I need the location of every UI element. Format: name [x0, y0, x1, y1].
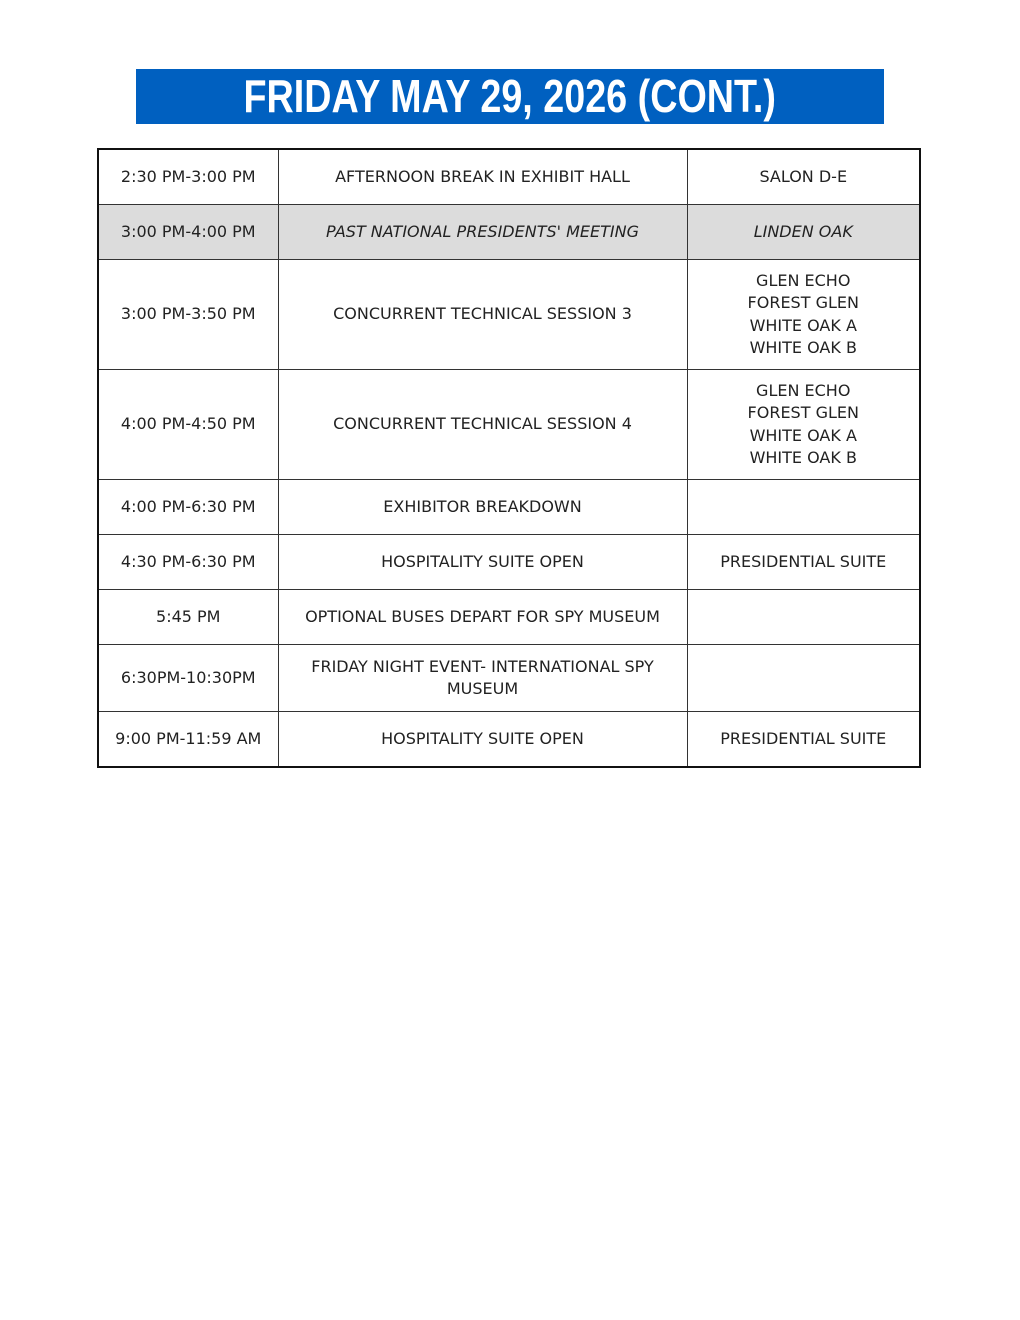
- event-cell: CONCURRENT TECHNICAL SESSION 4: [278, 370, 687, 480]
- event-cell: HOSPITALITY SUITE OPEN: [278, 535, 687, 590]
- location-cell: [687, 535, 920, 590]
- time-cell: 3:00 PM-3:50 PM: [98, 260, 278, 370]
- location-cell: [687, 149, 920, 205]
- location-cell: [687, 480, 920, 535]
- time-cell: 2:30 PM-3:00 PM: [98, 149, 278, 205]
- table-row: [98, 590, 920, 645]
- location-cell: [687, 260, 920, 370]
- location-cell: [687, 205, 920, 260]
- location-line: GLEN ECHO: [756, 380, 851, 400]
- location-line: FOREST GLEN: [747, 293, 859, 312]
- time-cell: 4:00 PM-4:50 PM: [98, 370, 278, 480]
- table-row: [98, 370, 920, 480]
- location-line: FOREST GLEN: [747, 403, 859, 422]
- location-cell: [687, 590, 920, 645]
- location-line: PRESIDENTIAL SUITE: [720, 728, 887, 748]
- location-cell: [687, 712, 920, 768]
- table-row: [98, 260, 920, 370]
- time-cell: 4:30 PM-6:30 PM: [98, 535, 278, 590]
- page-title: FRIDAY MAY 29, 2026 (CONT.): [243, 70, 777, 122]
- schedule-table: [97, 148, 921, 768]
- table-row: [98, 149, 920, 205]
- location-line: SALON D-E: [759, 166, 848, 186]
- event-cell: HOSPITALITY SUITE OPEN: [278, 712, 687, 768]
- table-row: [98, 712, 920, 768]
- event-cell: PAST NATIONAL PRESIDENTS' MEETING: [278, 205, 687, 260]
- time-cell: 5:45 PM: [98, 590, 278, 645]
- location-line: WHITE OAK A: [749, 315, 857, 335]
- table-row: [98, 480, 920, 535]
- table-row: [98, 535, 920, 590]
- time-cell: 4:00 PM-6:30 PM: [98, 480, 278, 535]
- event-cell: AFTERNOON BREAK IN EXHIBIT HALL: [278, 149, 687, 205]
- event-cell: FRIDAY NIGHT EVENT- INTERNATIONAL SPY MUSEUM: [278, 645, 687, 712]
- location-line: WHITE OAK B: [749, 338, 857, 357]
- event-cell: CONCURRENT TECHNICAL SESSION 3: [278, 260, 687, 370]
- time-cell: 6:30PM-10:30PM: [98, 645, 278, 712]
- time-cell: 9:00 PM-11:59 AM: [98, 712, 278, 768]
- location-line: PRESIDENTIAL SUITE: [720, 551, 887, 571]
- location-line: WHITE OAK A: [749, 425, 857, 445]
- location-line: LINDEN OAK: [753, 221, 853, 241]
- location-line: WHITE OAK B: [749, 448, 857, 467]
- location-cell: [687, 645, 920, 712]
- title-banner: [136, 69, 884, 124]
- event-cell: OPTIONAL BUSES DEPART FOR SPY MUSEUM: [278, 590, 687, 645]
- table-row: [98, 645, 920, 712]
- location-cell: [687, 370, 920, 480]
- time-cell: 3:00 PM-4:00 PM: [98, 205, 278, 260]
- location-line: GLEN ECHO: [756, 270, 851, 290]
- event-cell: EXHIBITOR BREAKDOWN: [278, 480, 687, 535]
- table-row: [98, 205, 920, 260]
